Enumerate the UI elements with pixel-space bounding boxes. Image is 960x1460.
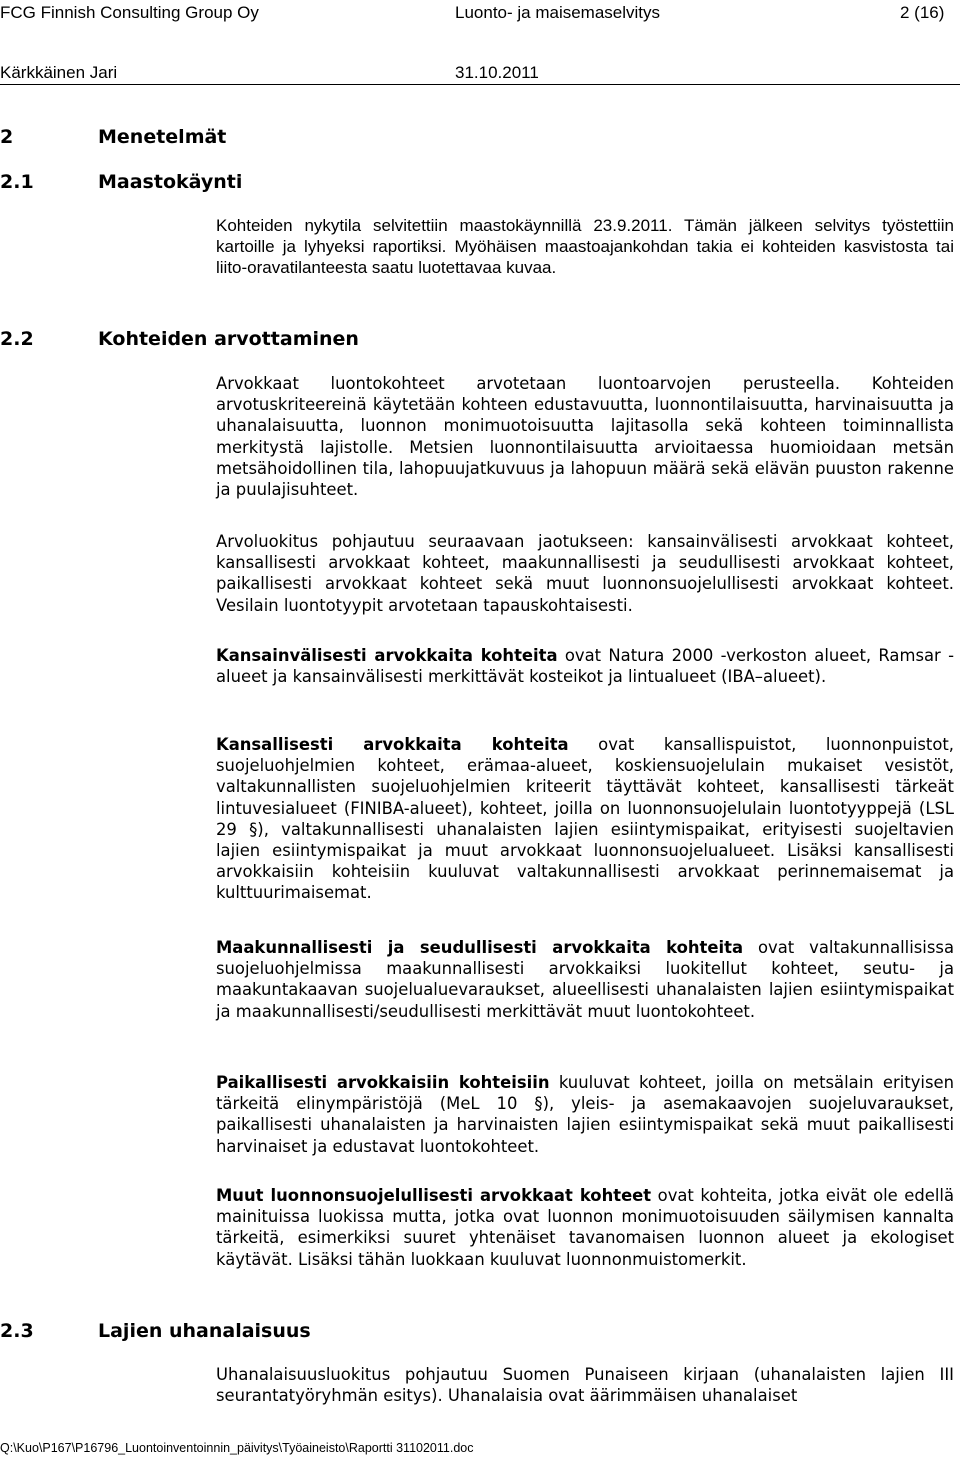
term-international: Kansainvälisesti arvokkaita kohteita [216, 646, 558, 665]
section-number: 2.1 [0, 171, 34, 193]
definition-other: ovat kohteita, jotka eivät ole edellä mainituissa luokissa mutta, jotka ovat luonnon monimuotoisuuden säilymisen kannalta tärkeitä, esimerkiksi suuret yhtenäiset tavanomaisen luonnon alueet ja ekologiset käytävät. Lisäksi tähän luokkaan kuuluvat luonnonmuistomerkit. [216, 1186, 954, 1269]
paragraph-national [216, 734, 954, 904]
section-title: Maastokäynti [98, 171, 243, 193]
term-national: Kansallisesti arvokkaita kohteita [216, 735, 569, 754]
term-other: Muut luonnonsuojelullisesti arvokkaat kohteet [216, 1186, 652, 1205]
paragraph-other [216, 1185, 954, 1270]
header-report-title: Luonto- ja maisemaselvitys [455, 3, 661, 22]
header-divider [0, 84, 960, 85]
definition-national: ovat kansallispuistot, luonnonpuistot, suojeluohjelmien kohteet, erämaa-alueet, koskiensuojelulain mukaiset vesistöt, valtakunnallisten suojeluohjelmien kriteerit täyttävät kohteet, kansallisesti tärkeät lintuvesialueet (FINIBA-alueet), kohteet, joilla on luonnonsuojelulain luontotyyppejä (LSL 29 §), valtakunnallisesti uhanalaisten lajien esiintymispaikat, erityisesti suojeltavien lajien esiintymispaikat ja muut arvokkaat luonnonsuojelualueet. Lisäksi kansallisesti arvokkaisiin kohteisiin kuuluvat valtakunnallisesti arvokkaat perinnemaisemat ja kulttuurimaisemat. [216, 735, 954, 903]
paragraph-field-visit: Kohteiden nykytila selvitettiin maastokäynnillä 23.9.2011. Tämän jälkeen selvitys työstettiin kartoille ja lyhyeksi raportiksi. Myöhäisen maastoajankohdan takia ei kohteiden kasvistosta tai liito-oravatilanteesta saatu luotettavaa kuvaa. [216, 216, 954, 278]
paragraph-classification: Arvoluokitus pohjautuu seuraavaan jaotukseen: kansainvälisesti arvokkaat kohteet, kansallisesti arvokkaat kohteet, maakunnallisesti ja seudullisesti arvokkaat kohteet, paikallisesti arvokkaat kohteet sekä muut luonnonsuojelullisesti arvokkaat kohteet. Vesilain luontotyypit arvotetaan tapauskohtaisesti. [216, 532, 954, 615]
term-regional: Maakunnallisesti ja seudullisesti arvokkaita kohteita [216, 938, 744, 957]
header-company: FCG Finnish Consulting Group Oy [0, 3, 259, 22]
paragraph-threat-classification: Uhanalaisuusluokitus pohjautuu Suomen Punaiseen kirjaan (uhanalaisten lajien III seurantatyöryhmän esitys). Uhanalaisia ovat äärimmäisen uhanalaiset [216, 1365, 954, 1406]
section-title: Menetelmät [98, 126, 227, 148]
section-number: 2 [0, 126, 14, 148]
definition-regional: ovat valtakunnallisissa suojeluohjelmissa maakunnallisesti arvokkaiksi luokitellut kohteet, seutu- ja maakuntakaavan suojelualuevaraukset, alueellisesti uhanalaisten lajien esiintymispaikat ja maakunnallisesti/seudullisesti merkittävät muut luontokohteet. [216, 938, 954, 1021]
header-author: Kärkkäinen Jari [0, 63, 118, 82]
paragraph-evaluation-criteria: Arvokkaat luontokohteet arvotetaan luontoarvojen perusteella. Kohteiden arvotuskriteereinä käytetään kohteen edustavuutta, luonnontilaisuutta, harvinaisuutta ja uhanalaisuutta, luonnon monimuotoisuutta lajitasolla sekä kohteen toiminnallista merkitystä lajistolle. Metsien luonnontilaisuutta arvioitaessa huomioidaan metsän metsähoidollinen tila, lahopuujatkuvuus ja lahopuun määrä sekä elävän puuston rakenne ja puulajisuhteet. [216, 374, 954, 500]
paragraph-local [216, 1072, 954, 1157]
header-date: 31.10.2011 [455, 63, 539, 82]
header-page-number: 2 (16) [900, 3, 945, 22]
section-title: Lajien uhanalaisuus [98, 1320, 311, 1342]
definition-local: kuuluvat kohteet, joilla on metsälain erityisen tärkeitä elinympäristöjä (MeL 10 §), yleis- ja asemakaavojen suojeluvaraukset, paikallisesti uhanalaisten ja harvinaisten lajien esiintymispaikat sekä muut paikallisesti harvinaiset ja edustavat luontokohteet. [216, 1073, 954, 1156]
section-title: Kohteiden arvottaminen [98, 328, 359, 350]
paragraph-regional [216, 937, 954, 1022]
footer-file-path: Q:\Kuo\P167\P16796_Luontoinventoinnin_päivitys\Työaineisto\Raportti 31102011.doc [0, 1441, 474, 1455]
section-number: 2.2 [0, 328, 34, 350]
paragraph-international [216, 645, 954, 687]
term-local: Paikallisesti arvokkaisiin kohteisiin [216, 1073, 550, 1092]
section-number: 2.3 [0, 1320, 34, 1342]
definition-international: ovat Natura 2000 -verkoston alueet, Ramsar -alueet ja kansainvälisesti merkittävät kosteikot ja lintualueet (IBA–alueet). [216, 646, 954, 687]
